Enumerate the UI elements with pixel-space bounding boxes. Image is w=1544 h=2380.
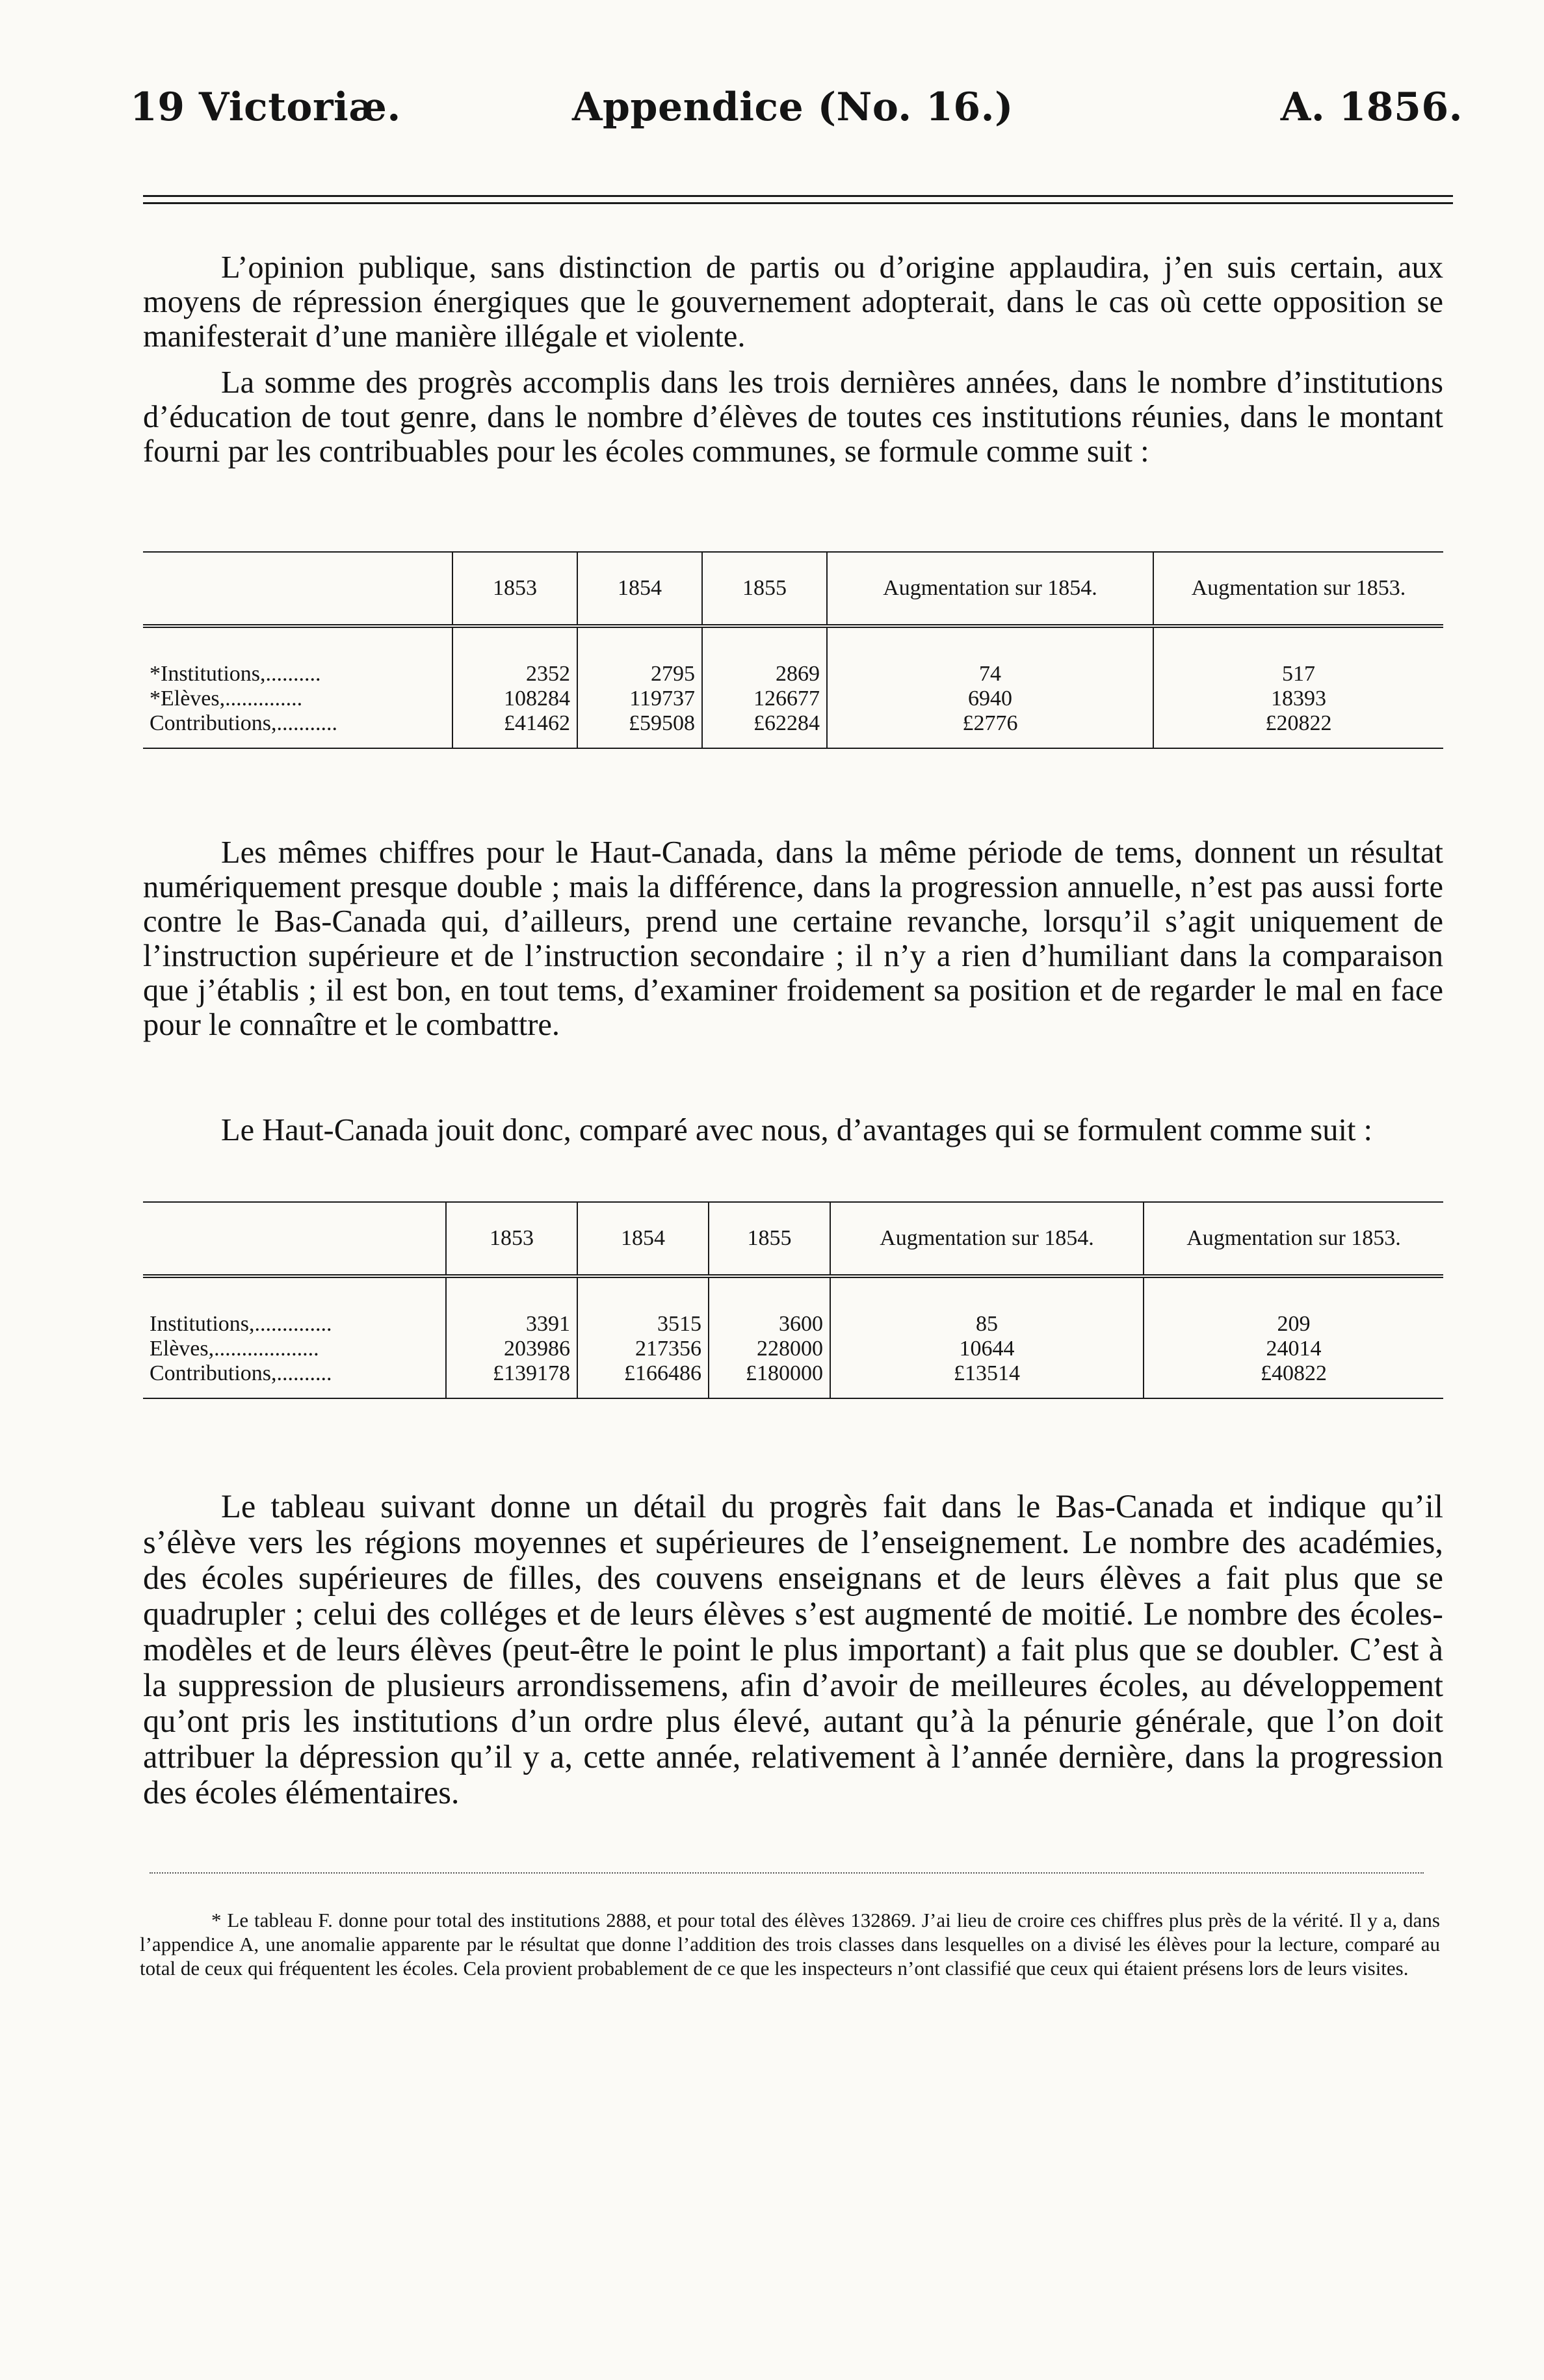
table-header-aug-1853: Augmentation sur 1853. [1153, 552, 1443, 626]
cell: 2352 [452, 626, 577, 687]
row-label: Contributions,........... [143, 711, 452, 748]
table-bas-canada [143, 551, 1443, 749]
cell: £13514 [830, 1361, 1144, 1398]
cell: £139178 [446, 1361, 577, 1398]
cell: 2869 [702, 626, 827, 687]
cell: 517 [1153, 626, 1443, 687]
row-label: Elèves,................... [150, 1337, 319, 1361]
cell: 126677 [702, 687, 827, 711]
cell: 3391 [446, 1276, 577, 1337]
cell: £20822 [1153, 711, 1443, 748]
cell: 85 [830, 1276, 1144, 1337]
table-row [143, 687, 1443, 711]
cell: £41462 [452, 711, 577, 748]
table-header-aug-1853: Augmentation sur 1853. [1144, 1202, 1443, 1276]
header-session: 19 Victoriæ. [130, 85, 401, 130]
cell: 10644 [830, 1337, 1144, 1361]
row-label: *Elèves,.............. [150, 687, 303, 711]
cell: 217356 [577, 1337, 709, 1361]
cell: 108284 [452, 687, 577, 711]
table-header-row [143, 1202, 1443, 1276]
paragraph-progress [143, 365, 1443, 469]
cell: £62284 [702, 711, 827, 748]
paragraph-avantages-text: Le Haut-Canada jouit donc, comparé avec nous, d’avantages qui se formulent comme suit : [221, 1113, 1373, 1147]
header-double-rule [143, 195, 1453, 204]
table-haut-canada [143, 1201, 1443, 1399]
table-row [143, 1337, 1443, 1361]
table-header-aug-1854: Augmentation sur 1854. [827, 552, 1153, 626]
cell: 3600 [709, 1276, 830, 1337]
cell: 228000 [709, 1337, 830, 1361]
table-header-aug-1854: Augmentation sur 1854. [830, 1202, 1144, 1276]
row-label: *Institutions,.......... [150, 662, 321, 686]
cell: £2776 [827, 711, 1153, 748]
cell: 3515 [577, 1276, 709, 1337]
cell: 209 [1144, 1276, 1443, 1337]
header-appendix: Appendice (No. 16.) [572, 85, 1014, 130]
table-header-1853: 1853 [446, 1202, 577, 1276]
footnote-text: * Le tableau F. donne pour total des institutions 2888, et pour total des élèves 132869. J’ai lieu de croire ces chiffres plus près de la vérité. Il y a, dans l’appendice A, une anomalie apparente par le résultat que donne l’addition des trois classes dans lesquelles on a divisé les élèves pour la lecture, comparé au total de ceux qui fréquentent les écoles. Cela provient probablement de ce que les inspecteurs n’ont classifié que ceux qui étaient présens lors de leurs visites. [140, 1909, 1440, 1980]
paragraph-progress-text: La somme des progrès accomplis dans les trois dernières années, dans le nombre d’institutions d’éducation de tout genre, dans le nombre d’élèves de toutes ces institutions réunies, dans le montant fourni par les contribuables pour les écoles communes, se formule comme suit : [143, 365, 1443, 469]
row-label: Contributions,.......... [143, 1361, 446, 1398]
paragraph-opinion-text: L’opinion publique, sans distinction de partis ou d’origine applaudira, j’en suis certain, aux moyens de répression énergiques que le gouvernement adopterait, dans le cas où cette opposition se manifesterait d’une manière illégale et violente. [143, 250, 1443, 354]
table-row [143, 626, 1443, 687]
paragraph-haut-canada [143, 835, 1443, 1042]
cell: £180000 [709, 1361, 830, 1398]
cell: 203986 [446, 1337, 577, 1361]
paragraph-tableau-suivant-text: Le tableau suivant donne un détail du progrès fait dans le Bas-Canada et indique qu’il s’élève vers les régions moyennes et supérieures de l’enseignement. Le nombre des académies, des écoles supérieures de filles, des couvens enseignans et de leurs élèves a fait plus que se quadrupler ; celui des colléges et de leurs élèves s’est augmenté de moitié. Le nombre des écoles-modèles et de leurs élèves (peut-être le point le plus important) a fait plus que se doubler. C’est à la suppression de plusieurs arrondissemens, afin d’avoir de meilleures écoles, au développement qu’ont pris les institutions d’un ordre plus élevé, autant qu’à la pénurie générale, que l’on doit attribuer la dépression qu’il y a, cette année, relativement à l’année dernière, dans la progression des écoles élémentaires. [143, 1488, 1443, 1811]
paragraph-tableau-suivant [143, 1489, 1443, 1811]
table-row [143, 1361, 1443, 1398]
table-row [143, 711, 1443, 748]
footnote-rule [150, 1872, 1424, 1874]
cell: £40822 [1144, 1361, 1443, 1398]
cell: £166486 [577, 1361, 709, 1398]
row-label: Institutions,.............. [150, 1312, 332, 1336]
table-header-row [143, 552, 1443, 626]
paragraph-haut-canada-text: Les mêmes chiffres pour le Haut-Canada, dans la même période de tems, donnent un résultat numériquement presque double ; mais la différence, dans la progression annuelle, n’est pas aussi forte contre le Bas-Canada qui, d’ailleurs, prend une certaine revanche, lorsqu’il s’agit uniquement de l’instruction supérieure et de l’instruction secondaire ; il n’y a rien d’humiliant dans la comparaison que j’établis ; il est bon, en tout tems, d’examiner froidement sa position et de regarder le mal en face pour le connaître et le combattre. [143, 835, 1443, 1042]
header-year: A. 1856. [1280, 85, 1463, 130]
table-row [143, 1276, 1443, 1337]
paragraph-opinion [143, 250, 1443, 354]
cell: 18393 [1153, 687, 1443, 711]
cell: 74 [827, 626, 1153, 687]
cell: 6940 [827, 687, 1153, 711]
cell: 24014 [1144, 1337, 1443, 1361]
table-header-1854: 1854 [577, 552, 702, 626]
table-header-1853: 1853 [452, 552, 577, 626]
table-header-blank [143, 1202, 446, 1276]
table-header-1854: 1854 [577, 1202, 709, 1276]
table-header-1855: 1855 [702, 552, 827, 626]
paragraph-avantages [143, 1113, 1443, 1147]
cell: 2795 [577, 626, 702, 687]
footnote [140, 1908, 1440, 1980]
cell: 119737 [577, 687, 702, 711]
table-header-1855: 1855 [709, 1202, 830, 1276]
table-header-blank [143, 552, 452, 626]
cell: £59508 [577, 711, 702, 748]
